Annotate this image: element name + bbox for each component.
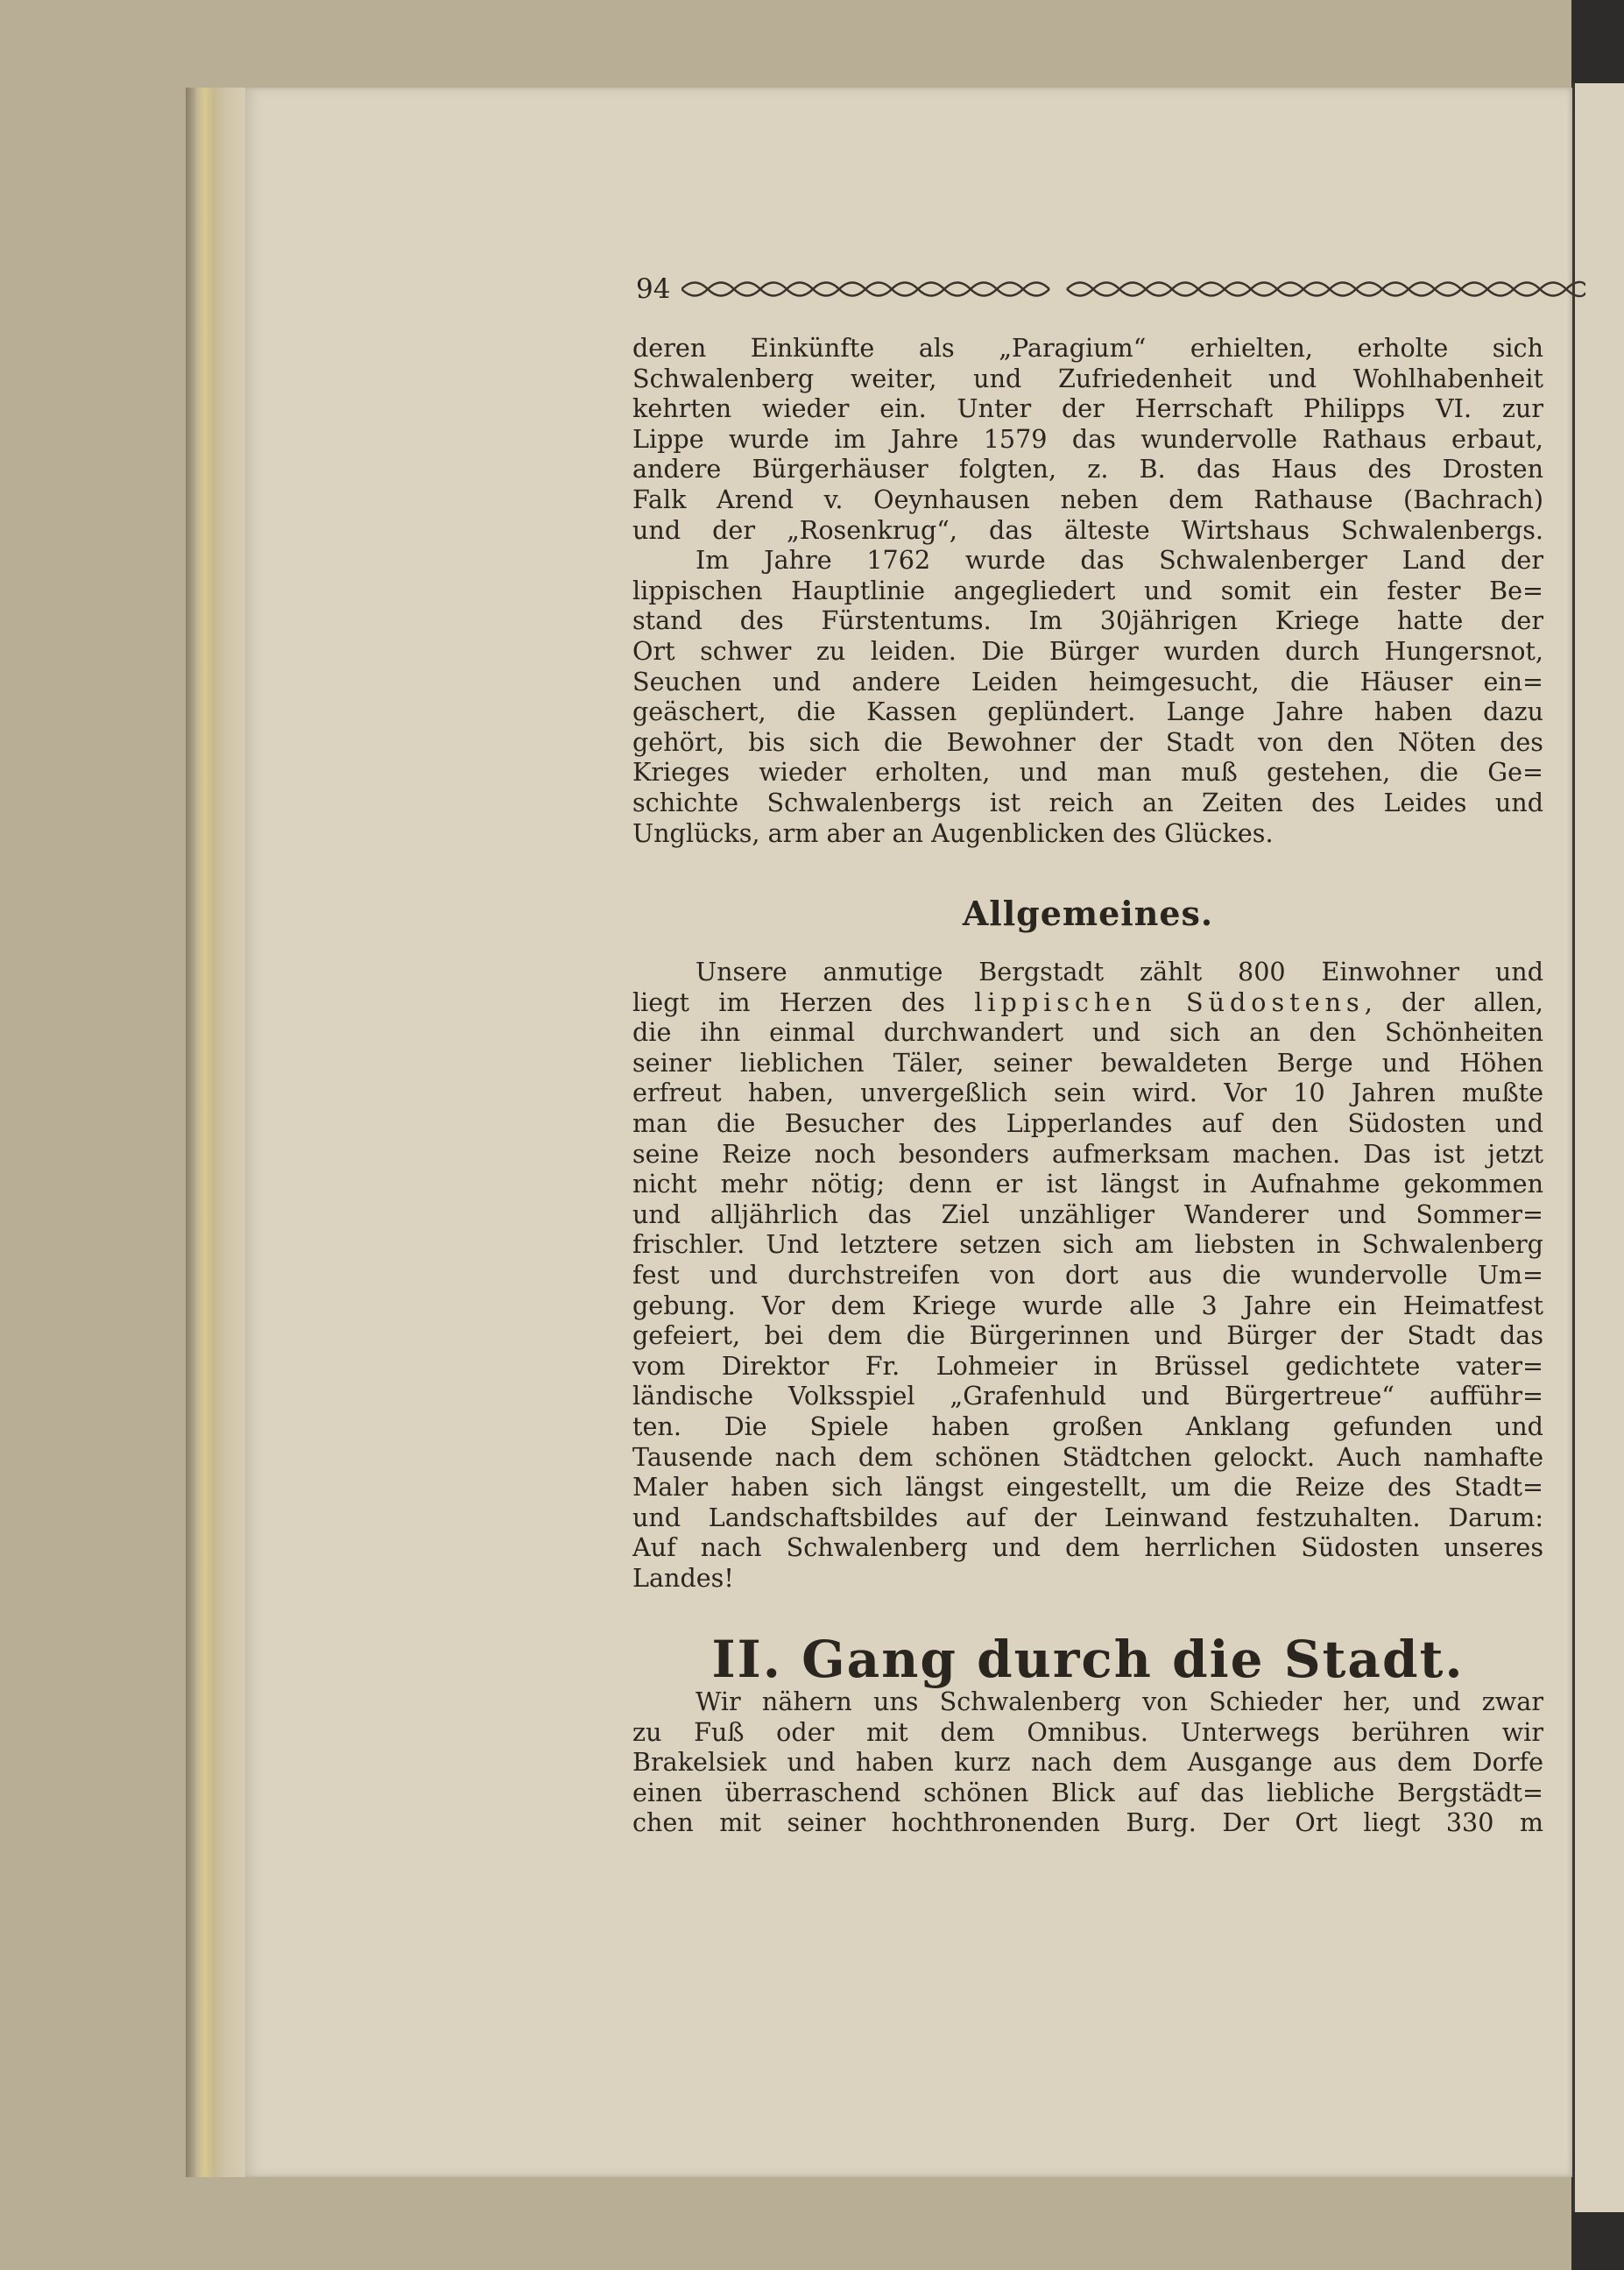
text-line: andere Bürgerhäuser folgten, z. B. das Haus des Drosten <box>632 454 1543 484</box>
text-line: einen überraschend schönen Blick auf das liebliche Bergstädt= <box>632 1777 1543 1807</box>
text-line: die ihn einmal durchwandert und sich an den Schönheiten <box>632 1017 1543 1048</box>
text-line: fest und durchstreifen von dort aus die wundervolle Um= <box>632 1259 1543 1290</box>
text-line: nicht mehr nötig; denn er ist längst in Aufnahme gekommen <box>632 1169 1543 1199</box>
text-line: und Landschaftsbildes auf der Leinwand festzuhalten. Darum: <box>632 1502 1543 1532</box>
page-stack-edge <box>186 88 251 2177</box>
text-line: kehrten wieder ein. Unter der Herrschaft Philipps VI. zur <box>632 393 1543 424</box>
text-line: ten. Die Spiele haben großen Anklang gefunden und <box>632 1411 1543 1441</box>
text-line: vom Direktor Fr. Lohmeier in Brüssel gedichtete vater= <box>632 1350 1543 1381</box>
text-line: Wir nähern uns Schwalenberg von Schieder her, und zwar <box>695 1687 1543 1716</box>
text-line: und der „Rosenkrug“, das älteste Wirtshaus Schwalenbergs. <box>632 514 1543 545</box>
page-number: 94 <box>636 273 671 305</box>
adjacent-page-edge <box>1572 83 1624 2212</box>
text-line: zu Fuß oder mit dem Omnibus. Unterwegs berühren wir <box>632 1716 1543 1747</box>
text-line: gefeiert, bei dem die Bürgerinnen und Bürger der Stadt das <box>632 1320 1543 1351</box>
text-line: Maler haben sich längst eingestellt, um die Reize des Stadt= <box>632 1472 1543 1503</box>
spaced-word: lippischen <box>974 986 1157 1017</box>
text-line: geäschert, die Kassen geplündert. Lange Jahre haben dazu <box>632 697 1543 727</box>
ornamental-rule <box>681 280 1585 298</box>
text-line: ländische Volksspiel „Grafenhuld und Bürgertreue“ aufführ= <box>632 1381 1543 1411</box>
paragraph-walk <box>632 1687 1543 1838</box>
text-line: seine Reize noch besonders aufmerksam machen. Das ist jetzt <box>632 1138 1543 1169</box>
text-line: schichte Schwalenbergs ist reich an Zeiten des Leides und <box>632 787 1543 817</box>
text-line: Im Jahre 1762 wurde das Schwalenberger Land der <box>695 545 1543 576</box>
spaced-word: Südostens <box>1185 986 1365 1017</box>
text-line: Ort schwer zu leiden. Die Bürger wurden durch Hungersnot, <box>632 635 1543 666</box>
text-fragment: liegt im Herzen des <box>632 986 975 1017</box>
text-line: chen mit seiner hochthronenden Burg. Der Ort liegt 330 m <box>632 1807 1543 1838</box>
text-line: Auf nach Schwalenberg und dem herrlichen Südosten unseres <box>632 1532 1543 1563</box>
text-line: Seuchen und andere Leiden heimgesucht, die Häuser ein= <box>632 666 1543 697</box>
text-line: seiner lieblichen Täler, seiner bewaldeten Berge und Höhen <box>632 1047 1543 1078</box>
text-line: Lippe wurde im Jahre 1579 das wundervolle Rathaus erbaut, <box>632 423 1543 454</box>
text-line <box>632 987 1543 1018</box>
text-line: erfreut haben, unvergeßlich sein wird. Vor 10 Jahren mußte <box>632 1078 1543 1108</box>
chapter-heading-gang-durch-die-stadt: II. Gang durch die Stadt. <box>711 1630 1465 1689</box>
text-line: man die Besucher des Lipperlandes auf den Südosten und <box>632 1107 1543 1138</box>
text-line: deren Einkünfte als „Paragium“ erhielten, erholte sich <box>632 333 1543 363</box>
text-line: frischler. Und letztere setzen sich am liebsten in Schwalenberg <box>632 1229 1543 1260</box>
paragraph-general <box>632 957 1543 1593</box>
text-line: Krieges wieder erholten, und man muß gestehen, die Ge= <box>632 757 1543 788</box>
page-header <box>636 270 1538 308</box>
text-line: gehört, bis sich die Bewohner der Stadt von den Nöten des <box>632 726 1543 757</box>
text-fragment: , der allen, <box>1364 986 1543 1017</box>
text-line: Tausende nach dem schönen Städtchen gelockt. Auch namhafte <box>632 1441 1543 1472</box>
text-line: Falk Arend v. Oeynhausen neben dem Rathause (Bachrach) <box>632 484 1543 514</box>
text-line: Unglücks, arm aber an Augenblicken des Glückes. <box>632 817 1274 848</box>
paragraph-history <box>632 333 1543 848</box>
text-line: gebung. Vor dem Kriege wurde alle 3 Jahre ein Heimatfest <box>632 1290 1543 1320</box>
text-line: stand des Fürstentums. Im 30jährigen Kriege hatte der <box>632 605 1543 636</box>
text-line: lippischen Hauptlinie angegliedert und somit ein fester Be= <box>632 575 1543 605</box>
section-heading-allgemeines: Allgemeines. <box>962 894 1214 933</box>
text-line: Landes! <box>632 1562 734 1593</box>
text-line: und alljährlich das Ziel unzähliger Wanderer und Sommer= <box>632 1199 1543 1229</box>
text-line: Unsere anmutige Bergstadt zählt 800 Einwohner und <box>695 957 1543 986</box>
text-line: Brakelsiek und haben kurz nach dem Ausgange aus dem Dorfe <box>632 1747 1543 1778</box>
text-line: Schwalenberg weiter, und Zufriedenheit und Wohlhabenheit <box>632 363 1543 393</box>
